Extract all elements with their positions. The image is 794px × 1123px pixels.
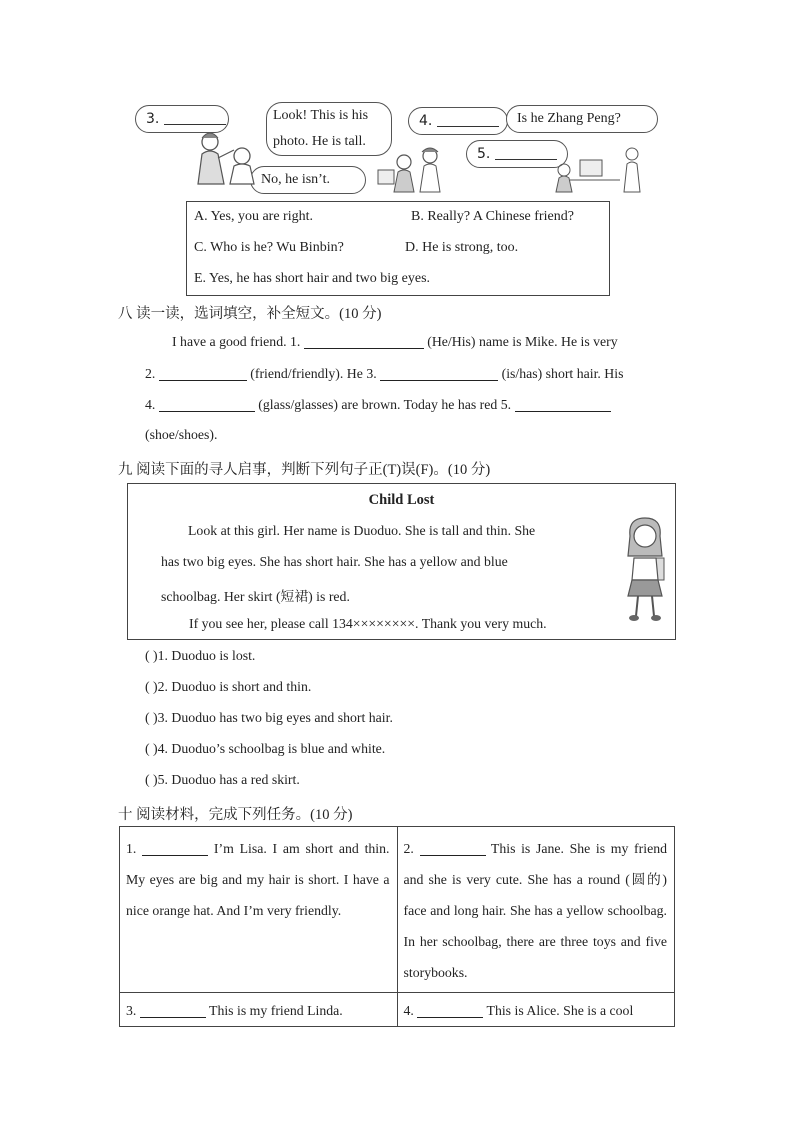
notice-line-1: Look at this girl. Her name is Duoduo. She is tall and thin. She (188, 523, 536, 538)
table-row (120, 993, 675, 1027)
girl-at-computer-illustration (550, 146, 660, 196)
cell-2: 2. This is Jane. She is my friend and she is very cute. She has a round (圆的) face and long hair. She has a yellow schoolbag. In her schoolbag, there are three toys and five storybooks. (397, 827, 675, 993)
bubble-zhang-peng: Is he Zhang Peng? (506, 105, 658, 133)
judge-item-3: ( )3. Duoduo has two big eyes and short hair. (145, 710, 393, 725)
blank-s8-5[interactable] (515, 396, 611, 412)
dialogue-strip (130, 100, 670, 200)
bubble-4: 4. (408, 107, 508, 135)
option-c: C. Who is he? Wu Binbin? (194, 240, 344, 255)
bubble-look: Look! This is his photo. He is tall. (266, 102, 392, 156)
option-b: B. Really? A Chinese friend? (411, 209, 574, 224)
blank-t3[interactable] (140, 1002, 206, 1018)
blank-t2[interactable] (420, 840, 486, 856)
judge-item-1: ( )1. Duoduo is lost. (145, 648, 256, 663)
option-d: D. He is strong, too. (405, 240, 519, 255)
options-box (186, 201, 610, 296)
notice-title: Child Lost (368, 492, 435, 508)
section-10-heading: 十 阅读材料，完成下列任务。(10 分) (118, 807, 353, 823)
blank-s8-4[interactable] (159, 396, 255, 412)
child-lost-notice (127, 483, 676, 640)
blank-s8-3[interactable] (380, 365, 498, 381)
option-e: E. Yes, he has short hair and two big eyes. (194, 271, 431, 286)
s8-line-1: I have a good friend. 1. (He/His) name is Mike. He is very (172, 334, 618, 349)
blank-t4[interactable] (417, 1002, 483, 1018)
blank-3[interactable] (164, 108, 226, 125)
reading-table (119, 826, 675, 1027)
notice-line-4: If you see her, please call 134××××××××. Thank you very much. (189, 616, 547, 631)
bubble-5: 5. (466, 140, 568, 168)
notice-line-2: has two big eyes. She has short hair. She has a yellow and blue (161, 554, 508, 569)
girl-illustration (620, 514, 670, 626)
s8-line-4: (shoe/shoes). (145, 427, 218, 442)
notice-line-3: schoolbag. Her skirt (短裙) is red. (161, 589, 350, 604)
blank-5[interactable] (495, 143, 557, 160)
option-a: A. Yes, you are right. (194, 209, 313, 224)
blank-t1[interactable] (142, 840, 208, 856)
children-with-photo-illustration (370, 140, 460, 195)
blank-4[interactable] (437, 110, 499, 127)
section-9-heading: 九 阅读下面的寻人启事，判断下列句子正(T)误(F)。(10 分) (118, 462, 491, 478)
section-8-heading: 八 读一读，选词填空，补全短文。(10 分) (118, 306, 382, 322)
judge-item-2: ( )2. Duoduo is short and thin. (145, 679, 312, 694)
cell-1: 1. I’m Lisa. I am short and thin. My eyes are big and my hair is short. I have a nice orange hat. And I’m very friendly. (120, 827, 398, 993)
judge-item-4: ( )4. Duoduo’s schoolbag is blue and white. (145, 741, 386, 756)
bubble-no: No, he isn’t. (250, 166, 366, 194)
cell-4: 4. This is Alice. She is a cool (397, 993, 675, 1027)
bubble-3: 3. (135, 105, 229, 133)
s8-line-2: 2. (friend/friendly). He 3. (is/has) short hair. His (145, 366, 624, 381)
blank-s8-1[interactable] (304, 333, 424, 349)
s8-line-3: 4. (glass/glasses) are brown. Today he has red 5. (145, 396, 611, 413)
cell-3: 3. This is my friend Linda. (120, 993, 398, 1027)
woman-and-boy-illustration (180, 128, 280, 188)
table-row (120, 827, 675, 993)
judge-item-5: ( )5. Duoduo has a red skirt. (145, 772, 300, 787)
blank-s8-2[interactable] (159, 365, 247, 381)
